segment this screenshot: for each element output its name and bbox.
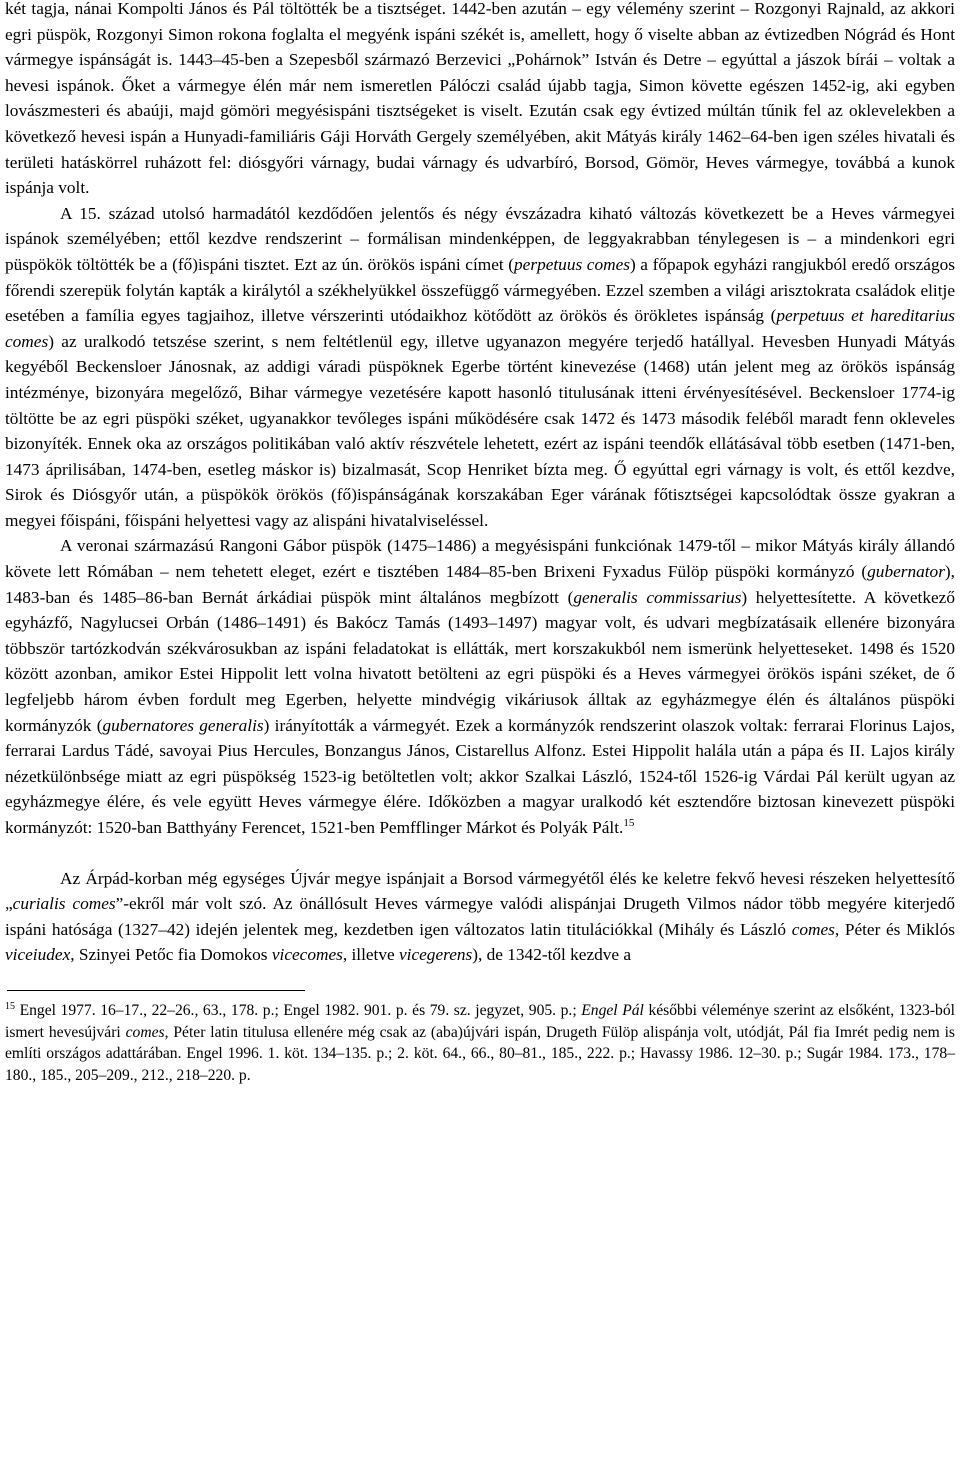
text-run: , Szinyei Petőc fia Domokos: [70, 945, 272, 965]
italic-term: curialis comes: [12, 894, 116, 914]
body-text: [5, 0, 955, 968]
italic-term: vicecomes: [271, 945, 343, 965]
italic-term: comes: [791, 919, 835, 939]
paragraph-2: [5, 201, 955, 534]
text-run: ) a főpapok egyházi rangjukból eredő országos főrendi szerepük folytán kapták a királytól a székhelyükkel összefüggő vármegyében. Ezzel szemben a világi arisztokrata családok elitje esetében a família egyes tagjaihoz, illetve vérszerinti utódaikhoz kötődött az örökös és örökletes ispánság (: [5, 254, 955, 326]
footnote-separator: [7, 990, 305, 991]
italic-term: comes: [125, 1023, 165, 1041]
text-run: későbbi véleménye szerint az elsőként, 1323-ból ismert hevesújvári: [5, 1001, 955, 1041]
text-run: két tagja, nánai Kompolti János és Pál töltötték be a tisztséget. 1442-ben azután – egy vélemény szerint – Rozgonyi Rajnald, az akkori egri püspök, Rozgonyi Simon rokona foglalta el megyénk ispáni székét is, amellett, hogy ő viselte abban az évtizedben Nógrád és Hont vármegye ispánságát is. 1443–45-ben a Szepesből származó Berzevici „Pohárnok” István és Detre – egyúttal a jászok bírái – voltak a hevesi ispánok. Őket a vármegye élén már nem ismeretlen Pálóczi család újabb tagja, Simon követte egészen 1452-ig, aki egyben lovászmesteri és abaúji, majd gömöri megyésispáni tisztségeket is viselt. Ezután csak egy évtized múltán tűnik fel az oklevelekben a következő hevesi ispán a Hunyadi-familiáris Gáji Horváth Gergely személyében, akit Mátyás király 1462–64-ben igen széles hivatali és területi hatáskörrel ruházott fel: diósgyőri várnagy, budai várnagy és udvarbíró, Borsod, Gömör, Heves vármegye, továbbá a kunok ispánja volt.: [5, 0, 955, 198]
text-run: ), 1483-ban és 1485–86-ban Bernát árkádiai püspök mint általános megbízott (: [5, 562, 955, 607]
italic-term: perpetuus comes: [514, 254, 630, 274]
text-run: Engel 1977. 16–17., 22–26., 63., 178. p.; Engel 1982. 901. p. és 79. sz. jegyzet, 905. p.;: [15, 1001, 582, 1019]
italic-term: gubernator: [867, 562, 945, 582]
text-run: ) az uralkodó tetszése szerint, s nem feltétlenül egy, illetve ugyanazon megyére terjedő hatállyal. Hevesben Hunyadi Mátyás kegyéből Beckensloer Jánosnak, az addigi váradi püspöknek Egerbe történt kinevezése (1468) után jelent meg az örökös ispánság intézménye, bizonyára megelőző, Bihar vármegye vezetésére kapott hasonló titulusának itteni érvényesítésével. Beckensloer 1774-ig töltötte be az egri püspöki széket, ugyanakkor tevőleges ispáni működésére csak 1472 és 1473 második feléből maradt fenn okleveles bizonyíték. Ennek oka az országos politikában való aktív részvétele lehetett, ezért az ispáni teendők ellátásával több esetben (1471-ben, 1473 áprilisában, 1474-ben, esetleg máskor is) bizalmasát, Scop Henriket bízta meg. Ő egyúttal egri várnagy is volt, és ettől kezdve, Sirok és Diósgyőr után, a püspökök örökös (fő)ispánságának korszakában Eger várának főtisztségei kapcsolódtak össze gyakran a megyei főispáni, főispáni helyettesi vagy az alispáni hivatalviseléssel.: [5, 331, 955, 530]
footnote-15: [5, 1000, 955, 1086]
text-run: , Péter latin titulusa ellenére még csak az (aba)újvári ispán, Drugeth Fülöp alispánja volt, utódját, Pál fia Imrét pedig nem is említi országos adattárában. Engel 1996. 1. köt. 134–135. p.; 2. köt. 64., 66., 80–81., 185., 222. p.; Havassy 1986. 12–30. p.; Sugár 1984. 173., 178–180., 185., 205–209., 212., 218–220. p.: [5, 1023, 955, 1084]
italic-term: viceiudex: [5, 945, 71, 965]
paragraph-gap: [5, 841, 955, 866]
text-run: ), de 1342-től kezdve a: [472, 945, 632, 965]
italic-term: generalis commissarius: [573, 587, 742, 607]
text-run: , Péter és Miklós: [834, 919, 955, 939]
italic-term: Engel Pál: [581, 1001, 644, 1019]
text-run: , illetve: [342, 945, 399, 965]
paragraph-1: [5, 0, 955, 201]
text-run: Az Árpád-korban még egységes Újvár megye ispánjait a Borsod vármegyétől élés ke keletre fekvő hevesi részeken helyettesítő „: [5, 868, 955, 914]
text-run: A veronai származású Rangoni Gábor püspök (1475–1486) a megyésispáni funkciónak 1479-től – mikor Mátyás király állandó követe lett Rómában – nem tehetett eleget, ezért e tisztében 1484–85-ben Brixeni Fyxadus Fülöp püspöki kormányzó (: [5, 536, 955, 582]
text-run: ”-ekről már volt szó. Az önállósult Heves vármegye valódi alispánjai Drugeth Vilmos nádor több megyére kiterjedő ispáni hatósága (1327–42) idején jelentek meg, kezdetben igen változatos latin titulációkkal (Mihály és László: [5, 894, 955, 939]
text-run: A 15. század utolsó harmadától kezdődően jelentős és négy évszázadra kiható változás következett be a Heves vármegyei ispánok személyében; ettől kezdve rendszerint – formálisan mindenképpen, de leggyakrabban ténylegesen is – a mindenkori egri püspökök töltötték be a (fő)ispáni tisztet. Ezt az ún. örökös ispáni címet (: [5, 203, 955, 274]
footnote-number: 15: [5, 1000, 15, 1012]
paragraph-4: [5, 866, 955, 968]
italic-term: vicegerens: [399, 945, 473, 965]
footnote-ref: 15: [623, 817, 635, 829]
text-run: ) helyettesítette. A következő egyházfő, Nagylucsei Orbán (1486–1491) és Bakócz Tamás (1493–1497) magyar volt, és udvari megbízatásaik ellenére bizonyára többször tartózkodván székvárosukban az ispáni feladatokat is ellátták, mert korszakukból nem ismerünk helyetteseket. 1498 és 1520 között azonban, amikor Estei Hippolit lett volna hivatott betölteni az egri püspöki és a Heves vármegyei örökös ispáni széket, de ő legfeljebb három évben fordult meg Egerben, helyette mindvégig vikáriusok álltak az egyházmegye élén és általános püspöki kormányzók (: [5, 587, 955, 735]
italic-term: perpetuus et hareditarius comes: [5, 306, 956, 351]
italic-term: gubernatores generalis: [102, 715, 264, 735]
paragraph-3: [5, 533, 955, 840]
text-run: ) irányították a vármegyét. Ezek a kormányzók rendszerint olaszok voltak: ferrarai Florinus Lajos, ferrarai Lardus Tádé, savoyai Pius Hercules, Bonzangus János, Cistarellus Alfonz. Estei Hippolit halála után a pápa és II. Lajos király nézetkülönbsége miatt az egri püspökség 1523-ig betöltetlen volt; akkor Szalkai László, 1524-től 1526-ig Várdai Pál került ugyan az egyházmegye élére, és vele együtt Heves vármegye élére. Időközben a magyar uralkodó két esztendőre biztosan kinevezett püspöki kormányzót: 1520-ban Batthyány Ferencet, 1521-ben Pemfflinger Márkot és Polyák Pált.: [5, 715, 955, 837]
